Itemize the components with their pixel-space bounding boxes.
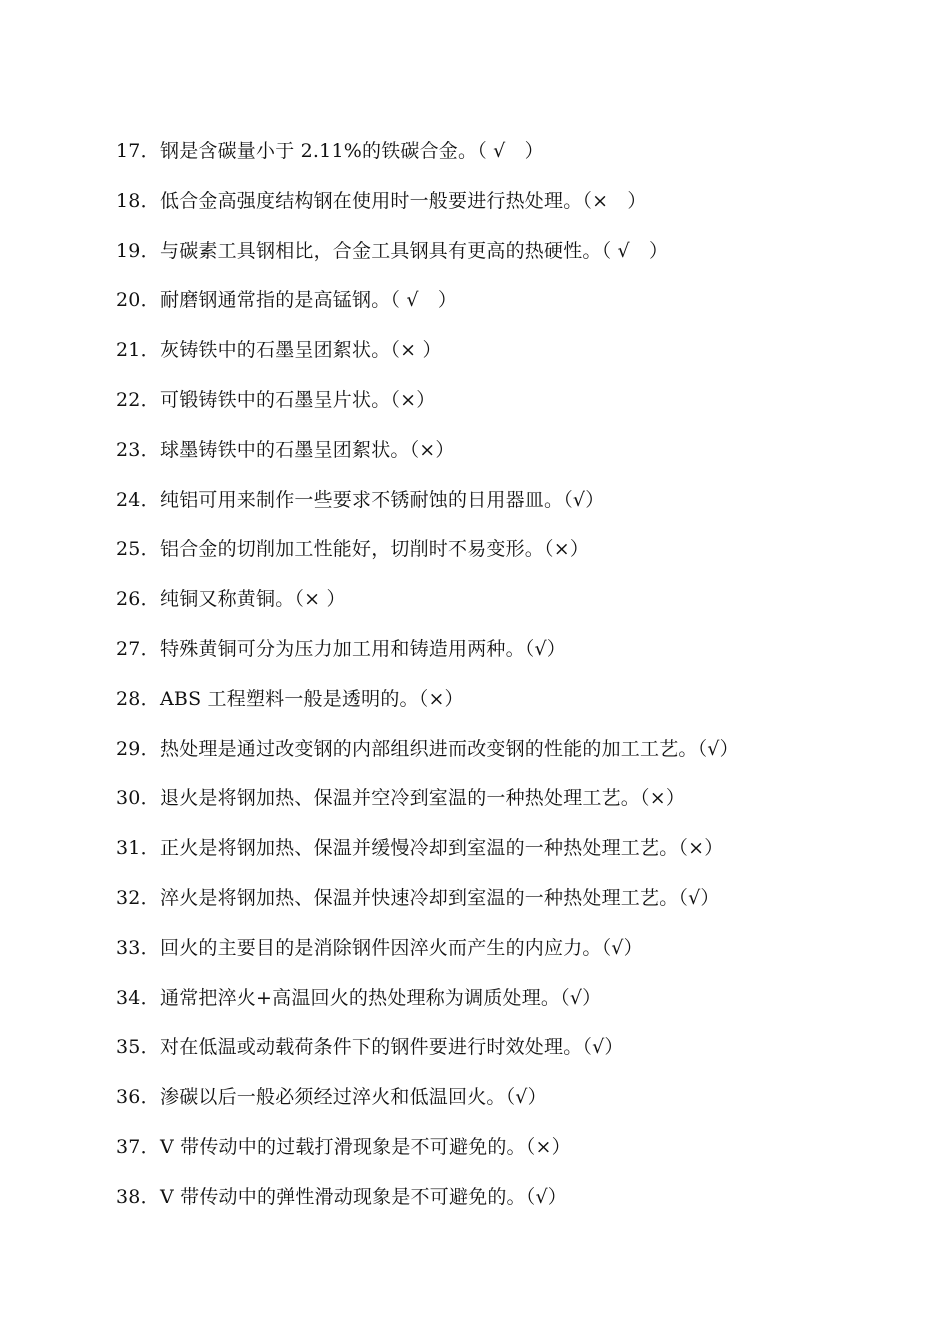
question-number: 32． <box>116 886 160 909</box>
question-text: V 带传动中的弹性滑动现象是不可避免的。（√） <box>160 1185 567 1208</box>
question-text: 通常把淬火+高温回火的热处理称为调质处理。（√） <box>160 986 602 1009</box>
question-item <box>116 829 936 879</box>
question-number: 23． <box>116 438 160 461</box>
question-text: 正火是将钢加热、保温并缓慢冷却到室温的一种热处理工艺。（×） <box>160 837 724 860</box>
question-text: 对在低温或动载荷条件下的钢件要进行时效处理。（√） <box>160 1036 624 1059</box>
question-number: 22． <box>116 388 160 411</box>
question-item <box>116 1078 936 1128</box>
question-item <box>116 281 936 331</box>
question-item <box>116 680 936 730</box>
question-item <box>116 331 936 381</box>
question-number: 19． <box>116 239 160 262</box>
question-number: 27． <box>116 637 160 660</box>
question-text: 纯铝可用来制作一些要求不锈耐蚀的日用器皿。（√） <box>160 488 605 511</box>
question-item <box>116 730 936 780</box>
question-item <box>116 779 936 829</box>
question-text: 铝合金的切削加工性能好，切削时不易变形。（×） <box>160 538 590 561</box>
question-number: 17． <box>116 140 160 162</box>
question-number: 37． <box>116 1135 160 1158</box>
question-number: 25． <box>116 538 160 561</box>
question-item <box>116 929 936 979</box>
question-item <box>116 182 936 232</box>
question-text: ABS 工程塑料一般是透明的。（×） <box>160 687 464 710</box>
question-item <box>116 431 936 481</box>
question-item <box>116 979 936 1029</box>
question-number: 38． <box>116 1185 160 1208</box>
question-text: 特殊黄铜可分为压力加工用和铸造用两种。（√） <box>160 637 567 660</box>
question-text: 热处理是通过改变钢的内部组织进而改变钢的性能的加工工艺。（√） <box>160 737 739 760</box>
question-text: 渗碳以后一般必须经过淬火和低温回火。（√） <box>160 1086 547 1109</box>
question-text: 退火是将钢加热、保温并空冷到室温的一种热处理工艺。（×） <box>160 787 686 810</box>
question-item <box>116 381 936 431</box>
question-number: 31． <box>116 837 160 860</box>
question-number: 26． <box>116 588 160 611</box>
question-number: 18． <box>116 189 160 212</box>
question-text: 可锻铸铁中的石墨呈片状。（×） <box>160 388 436 411</box>
question-number: 28． <box>116 687 160 710</box>
question-text: 淬火是将钢加热、保温并快速冷却到室温的一种热处理工艺。（√） <box>160 886 720 909</box>
question-number: 29． <box>116 737 160 760</box>
question-text: 与碳素工具钢相比，合金工具钢具有更高的热硬性。（ √ ） <box>160 239 669 262</box>
question-item <box>116 630 936 680</box>
question-text: 回火的主要目的是消除钢件因淬火而产生的内应力。（√） <box>160 936 643 959</box>
question-number: 21． <box>116 339 160 362</box>
question-list <box>116 132 936 1228</box>
question-number: 30． <box>116 787 160 810</box>
question-item <box>116 879 936 929</box>
question-item <box>116 1128 936 1178</box>
question-number: 20． <box>116 289 160 312</box>
question-item <box>116 1178 936 1228</box>
question-text: 纯铜又称黄铜。（× ） <box>160 588 346 611</box>
question-number: 35． <box>116 1036 160 1059</box>
question-text: 耐磨钢通常指的是高锰钢。（ √ ） <box>160 289 458 312</box>
question-item <box>116 580 936 630</box>
question-item <box>116 481 936 531</box>
question-number: 36． <box>116 1086 160 1109</box>
question-item <box>116 530 936 580</box>
question-text: 低合金高强度结构钢在使用时一般要进行热处理。（× ） <box>160 189 647 212</box>
question-item <box>116 1028 936 1078</box>
question-text: 球墨铸铁中的石墨呈团絮状。（×） <box>160 438 455 461</box>
question-text: V 带传动中的过载打滑现象是不可避免的。（×） <box>160 1135 571 1158</box>
question-number: 33． <box>116 936 160 959</box>
question-text: 灰铸铁中的石墨呈团絮状。（× ） <box>160 339 442 362</box>
question-text: 钢是含碳量小于 2.11%的铁碳合金。（ √ ） <box>160 140 544 162</box>
question-number: 34． <box>116 986 160 1009</box>
question-number: 24． <box>116 488 160 511</box>
question-item <box>116 232 936 282</box>
question-item <box>116 132 936 182</box>
